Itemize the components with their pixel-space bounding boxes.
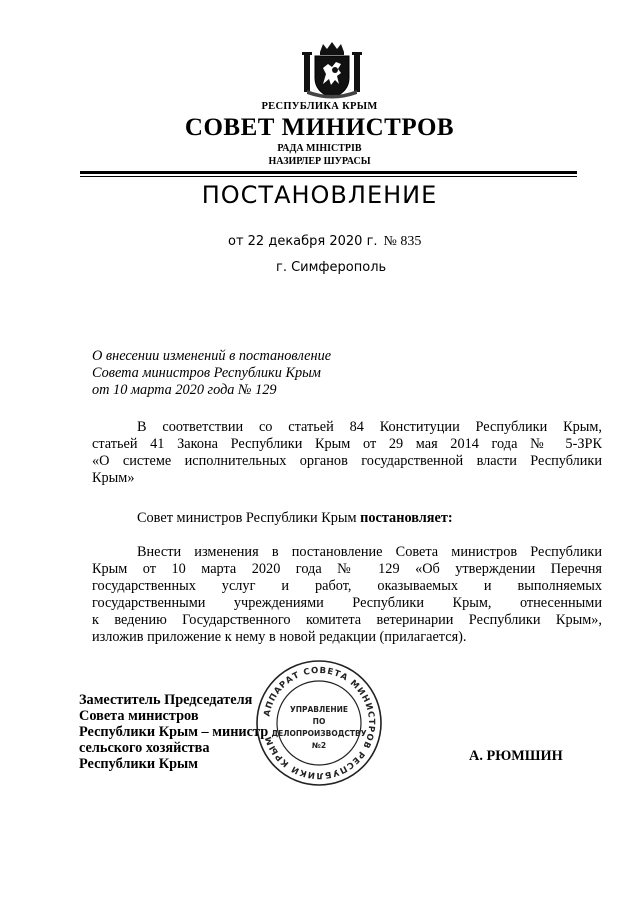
stamp-ring-text: АППАРАТ СОВЕТА МИНИСТРОВ РЕСПУБЛИКИ КРЫМ — [262, 665, 377, 781]
paragraph-line: Крым» — [92, 470, 135, 486]
paragraph-line: статьей 41 Закона Республики Крым от 29 мая 2014 года № 5-ЗРК — [92, 436, 602, 452]
paragraph-line: Крым от 10 марта 2020 года № 129 «Об утверждении Перечня — [92, 561, 602, 577]
position-line: сельского хозяйства — [79, 740, 210, 756]
council-name: СОВЕТ МИНИСТРОВ — [184, 114, 455, 141]
paragraph-line: к ведению Государственного комитета ветеринарии Республики Крым», — [92, 612, 602, 628]
crimea-coat-of-arms-icon — [301, 40, 363, 100]
document-title: ПОСТАНОВЛЕНИЕ — [201, 181, 438, 209]
paragraph-line: изложив приложение к нему в новой редакции (прилагается). — [92, 629, 467, 645]
signatory-position — [79, 692, 268, 772]
stamp-center-line: ПО — [312, 717, 326, 726]
paragraph-line: «О системе исполнительных органов государственной власти Республики — [92, 453, 602, 469]
resolves-prefix: Совет министров Республики Крым — [137, 510, 361, 526]
office-stamp-icon — [254, 658, 384, 788]
paragraph-resolves — [137, 510, 453, 527]
document-date: от 22 декабря 2020 г. — [228, 234, 378, 249]
stamp-center-line: ДЕЛОПРОИЗВОДСТВУ — [271, 729, 367, 738]
document-number: № 835 — [383, 234, 422, 249]
council-name-crimean-tatar: НАЗИРЛЕР ШУРАСЫ — [268, 156, 371, 167]
document-date-line — [228, 234, 421, 250]
document-city: г. Симферополь — [276, 260, 387, 275]
paragraph-line: государственными учреждениями Республики Крым, отнесенными — [92, 595, 602, 611]
document-subject — [92, 348, 331, 399]
paragraph-line: Внести изменения в постановление Совета министров Республики — [137, 544, 602, 560]
paragraph-basis — [92, 419, 602, 487]
header-divider-thick — [80, 171, 577, 174]
council-name-ukrainian: РАДА МІНІСТРІВ — [277, 143, 362, 154]
resolves-keyword: постановляет: — [360, 510, 453, 526]
paragraph-line: В соответствии со статьей 84 Конституции Республики Крым, — [137, 419, 602, 435]
stamp-center-line: УПРАВЛЕНИЕ — [289, 705, 349, 714]
subject-line: О внесении изменений в постановление — [92, 348, 332, 364]
signatory-name: А. РЮМШИН — [469, 748, 563, 764]
position-line: Республики Крым — [79, 756, 198, 772]
position-line: Заместитель Председателя — [79, 692, 253, 708]
subject-line: от 10 марта 2020 года № 129 — [92, 382, 277, 398]
stamp-center-line: №2 — [311, 741, 327, 750]
paragraph-amendment — [92, 544, 602, 646]
paragraph-line: государственных услуг и работ, оказываемых и выполняемых — [92, 578, 602, 594]
republic-name: РЕСПУБЛИКА КРЫМ — [261, 101, 378, 112]
position-line: Республики Крым – министр — [79, 724, 269, 740]
position-line: Совета министров — [79, 708, 199, 724]
subject-line: Совета министров Республики Крым — [92, 365, 321, 381]
header-divider-thin — [80, 176, 577, 177]
